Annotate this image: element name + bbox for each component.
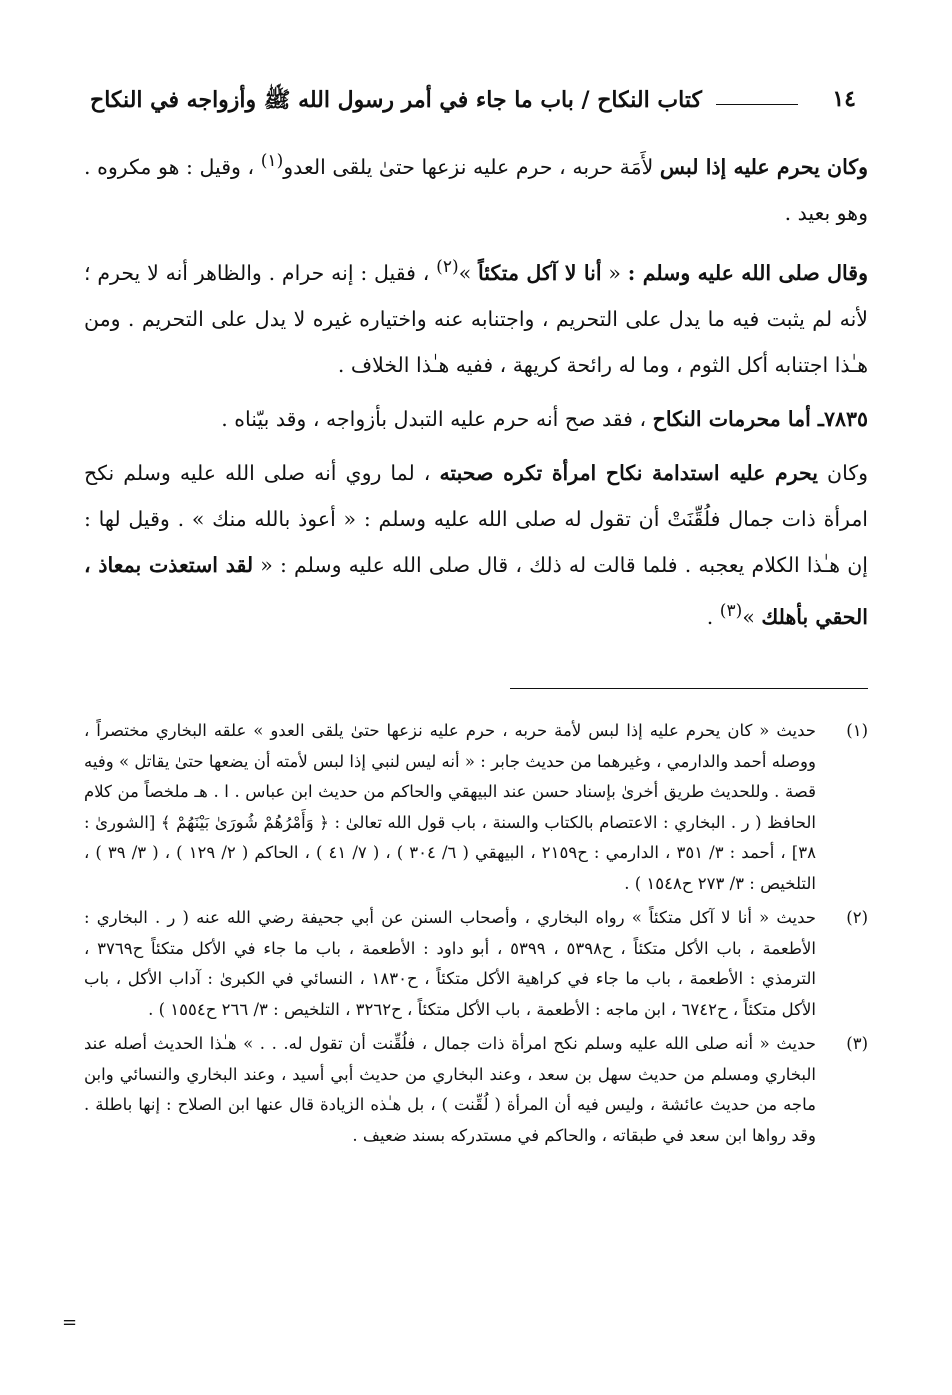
bold-phrase: أنا لا آكل متكئاً — [478, 260, 602, 285]
bold-phrase: وكان يحرم عليه إذا لبس — [659, 154, 869, 179]
text-run: « — [601, 260, 628, 285]
footer-mark: = — [62, 1312, 78, 1333]
footnote-number: (٣) — [846, 1034, 868, 1053]
text-run: ، فقد صح أنه حرم عليه التبدل بأزواجه ، وقد بيّناه . — [221, 406, 653, 431]
page-number: ١٤ — [832, 86, 856, 112]
text-run: ، لما روي أنه صلى الله عليه وسلم نكح امرأة ذات جمال فلُقِّنَتْ أن تقول له صلى الله عليه وسلم : « أعوذ بالله منك » . وقيل لها : إن هـٰذا الكلام يعجبه . فلما قالت له ذلك ، قال صلى الله عليه وسلم : « — [84, 460, 868, 577]
header-title: كتاب النكاح / باب ما جاء في أمر رسول الله ﷺ وأزواجه في النكاح — [90, 87, 702, 113]
paragraph-1 — [84, 138, 868, 236]
footnote-divider — [510, 688, 868, 689]
header-rule — [716, 104, 798, 105]
paragraph-3 — [84, 396, 868, 442]
text-run: » — [742, 604, 762, 629]
footnote-number: (٢) — [846, 908, 868, 927]
text-run: . — [706, 604, 720, 629]
text-run: ، وقيل : هو مكروه . وهو بعيد . — [84, 154, 868, 225]
bold-phrase: يحرم عليه استدامة نكاح امرأة تكره صحبته — [439, 460, 818, 485]
footnotes — [84, 716, 868, 1155]
text-run: ، فقيل : إنه حرام . والظاهر أنه لا يحرم ؛ لأنه لم يثبت فيه ما يدل على التحريم ، واجتنابه عنه واختياره غيره لا يدل على التحريم . ومن هـٰذا اجتنابه أكل الثوم ، وما له رائحة كريهة ، ففيه هـٰذا الخلاف . — [84, 260, 868, 377]
footnote-ref-3[interactable]: (٣) — [719, 600, 743, 621]
main-text — [84, 138, 868, 639]
footnote-3 — [84, 1029, 868, 1151]
footnote-text: حديث « أنا لا آكل متكئاً » رواه البخاري ، وأصحاب السنن عن أبي جحيفة رضي الله عنه ( ر . البخاري : الأطعمة ، باب الأكل متكئاً ، ح٥٣٩٨ ، ٥٣٩٩ ، أبو داود : الأطعمة ، باب ما جاء في الأكل متكئاً ح٣٧٦٩ ، الترمذي : الأطعمة ، باب ما جاء في كراهية الأكل متكئاً ، ح١٨٣٠ ، النسائي في الكبرىٰ : آداب الأكل ، باب الأكل متكئاً ، ح٦٧٤٢ ، ابن ماجه : الأطعمة ، باب الأكل متكئاً ، ح٣٢٦٢ ، التلخيص : ٣/ ٢٦٦ ح١٥٥٤ ) . — [84, 908, 817, 1019]
footnote-number: (١) — [846, 721, 868, 740]
text-run: وكان — [817, 460, 868, 485]
bold-phrase: ٧٨٣٥ـ أما محرمات النكاح — [652, 406, 868, 431]
footnote-2 — [84, 903, 868, 1025]
text-run: لأَمَة حربه ، حرم عليه نزعها حتىٰ يلقى العدو — [283, 154, 660, 179]
footnote-text: حديث « كان يحرم عليه إذا لبس لأمة حربه ، حرم عليه نزعها حتىٰ يلقى العدو » علقه البخاري مختصراً ، ووصله أحمد والدارمي ، وغيرهما من حديث جابر : « أنه ليس لنبي إذا لبس لأمته أن يضعها حتىٰ يقاتل » وفيه قصة . وللحديث طريق أخرىٰ بإسناد حسن عند البيهقي والحاكم من حديث ابن عباس . ا . هـ ملخصاً من كلام الحافظ ( ر . البخاري : الاعتصام بالكتاب والسنة ، باب قول الله تعالىٰ : ﴿ وَأَمْرُهُمْ شُورَىٰ بَيْنَهُمْ ﴾ [الشورىٰ : ٣٨] ، أحمد : ٣/ ٣٥١ ، الدارمي : ح٢١٥٩ ، البيهقي ( ٦/ ٣٠٤ ) ، ( ٧/ ٤١ ) ، الحاكم ( ٢/ ١٢٩ ) ، ( ٣/ ٣٩ ) ، التلخيص : ٣/ ٢٧٣ ح١٥٤٨ ) . — [84, 721, 816, 893]
bold-phrase: وقال صلى الله عليه وسلم : — [627, 260, 869, 285]
footnote-ref-2[interactable]: (٢) — [436, 256, 459, 277]
footnote-ref-1[interactable]: (١) — [260, 151, 284, 171]
paragraph-2 — [84, 244, 868, 388]
footnote-text: حديث « أنه صلى الله عليه وسلم نكح امرأة ذات جمال ، فلُقِّنت أن تقول له. . . » هـٰذا الحديث أصله عند البخاري ومسلم من حديث سهل بن سعد ، وعند البخاري من حديث أبي أسيد ، وعند البخاري والنسائي وابن ماجه من حديث عائشة ، وليس فيه أن المرأة ( لُقِّنت ) ، بل هـٰذه الزيادة قال عنها ابن الصلاح : إنها باطلة . وقد رواها ابن سعد في طبقاته ، والحاكم في مستدركه بسند ضعيف . — [84, 1034, 816, 1145]
footnote-1 — [84, 716, 868, 899]
bold-phrase: لقد استعذت بمعاذ ، الحقي بأهلك — [84, 552, 868, 629]
paragraph-4 — [84, 450, 868, 640]
text-run: » — [458, 260, 479, 285]
running-header — [90, 84, 856, 124]
